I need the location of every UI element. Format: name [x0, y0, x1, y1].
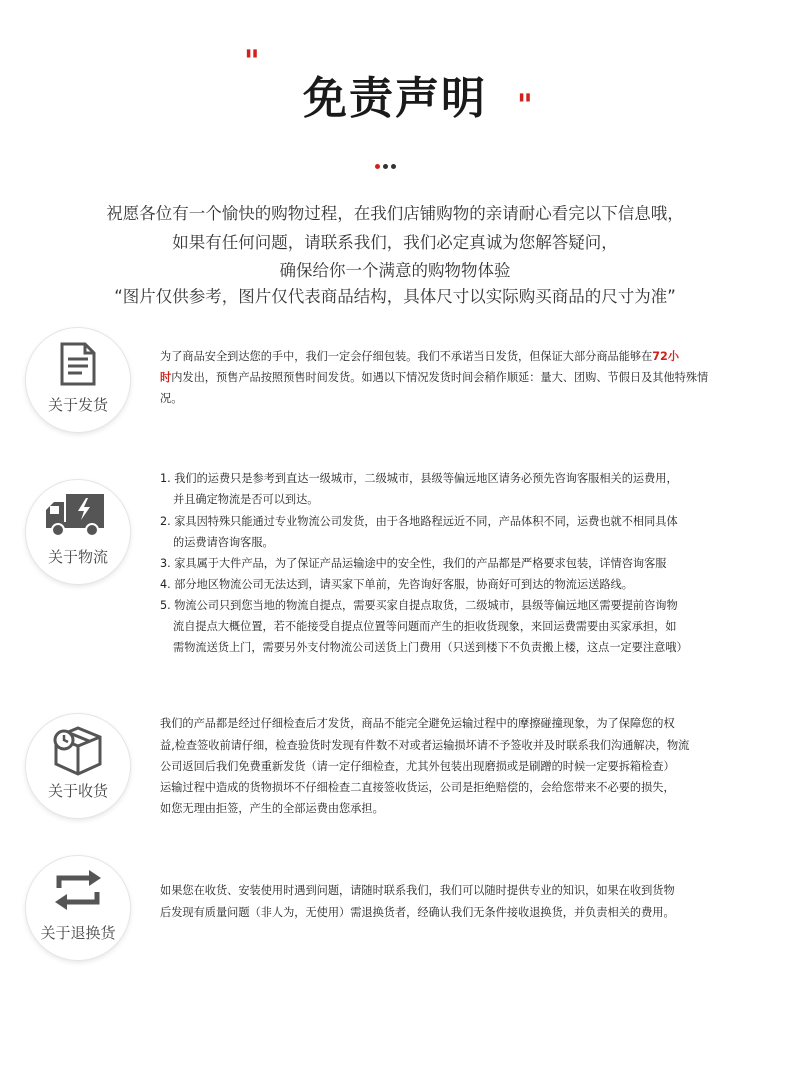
shipping-badge — [26, 328, 130, 432]
receiving-line: 公司返回后我们免费重新发货（请一定仔细检查，尤其外包装出现磨损或是刷蹭的时候一定要拆箱检查） — [160, 760, 675, 773]
returns-line: 如果您在收货、安装使用时遇到问题，请随时联系我们，我们可以随时提供专业的知识，如果在收到货物 — [160, 884, 675, 897]
dot-dark — [383, 164, 388, 169]
logistics-item: 5. 物流公司只到您当地的物流自提点，需要买家自提点取货，二级城市，县级等偏远地区需要提前咨询物 — [160, 599, 678, 612]
receiving-badge — [26, 714, 130, 818]
shipping-text-b: 内发出，预售产品按照预售时间发货。如遇以下情况发货时间会稍作顺延：量大、团购、节假日及其他特殊情况。 — [160, 371, 709, 405]
logistics-label: 关于物流 — [47, 548, 108, 566]
returns-badge — [26, 856, 130, 960]
truck-icon — [44, 492, 106, 538]
intro-line: 如果有任何问题，请联系我们，我们必定真诚为您解答疑问， — [172, 233, 618, 252]
shipping-label: 关于发货 — [47, 396, 108, 414]
title-dots — [375, 154, 399, 173]
logistics-item: 4. 部分地区物流公司无法达到，请买家下单前，先咨询好客服，协商好可到达的物流运送路线。 — [160, 578, 633, 591]
shipping-text-a: 为了商品安全到达您的手中，我们一定会仔细包装。我们不承诺当日发货，但保证大部分商品能够在 — [160, 350, 653, 363]
receiving-line: 如您无理由拒签，产生的全部运费由您承担。 — [160, 802, 384, 815]
intro-disclaimer: “图片仅供参考，图片仅代表商品结构，具体尺寸以实际购买商品的尺寸为准” — [114, 287, 676, 306]
logistics-item: 需物流送货上门，需要另外支付物流公司送货上门费用（只送到楼下不负责搬上楼，这点一定要注意哦） — [173, 641, 688, 654]
shipping-text — [160, 346, 720, 409]
shipping-highlight-b: 时 — [160, 371, 172, 384]
receiving-line: 益,检查签收前请仔细，检查验货时发现有件数不对或者运输损坏请不予签收并及时联系我们沟通解决，物流 — [160, 739, 690, 752]
intro-line: 祝愿各位有一个愉快的购物过程，在我们店铺购物的亲请耐心看完以下信息哦， — [106, 204, 684, 223]
receiving-line: 运输过程中造成的货物损坏不仔细检查二直接签收货运，公司是拒绝赔偿的，会给您带来不必要的损失， — [160, 781, 675, 794]
receiving-label: 关于收货 — [47, 782, 108, 800]
shipping-highlight-a: 72小 — [652, 350, 680, 363]
dot-dark — [391, 164, 396, 169]
returns-line: 后发现有质量问题（非人为，无使用）需退换货者，经确认我们无条件接收退换货，并负责相关的费用。 — [160, 906, 675, 919]
logistics-item: 的运费请咨询客服。 — [173, 536, 274, 549]
page-title: 免责声明 — [303, 73, 487, 124]
quote-mark-close: " — [517, 88, 533, 123]
logistics-item: 1. 我们的运费只是参考到直达一级城市，二级城市，县级等偏远地区请务必预先咨询客服相关的运费用， — [160, 472, 678, 485]
logistics-item: 2. 家具因特殊只能通过专业物流公司发货，由于各地路程远近不同，产品体积不同，运费也就不相同具体 — [160, 515, 678, 528]
logistics-item: 3. 家具属于大件产品，为了保证产品运输途中的安全性，我们的产品都是严格要求包装，详情咨询客服 — [160, 557, 667, 570]
document-icon — [58, 342, 98, 386]
quote-mark-open: " — [244, 44, 260, 79]
logistics-item: 并且确定物流是否可以到达。 — [173, 493, 319, 506]
logistics-badge — [26, 480, 130, 584]
package-icon — [52, 724, 104, 776]
logistics-item: 流自提点大概位置，若不能接受自提点位置等问题而产生的拒收货现象，来回运费需要由买家承担，如 — [173, 620, 677, 633]
exchange-icon — [53, 870, 103, 910]
returns-label: 关于退换货 — [40, 924, 116, 942]
intro-line: 确保给你一个满意的购物物体验 — [279, 261, 511, 280]
dot-red — [375, 164, 380, 169]
receiving-line: 我们的产品都是经过仔细检查后才发货，商品不能完全避免运输过程中的摩擦碰撞现象，为了保障您的权 — [160, 717, 675, 730]
